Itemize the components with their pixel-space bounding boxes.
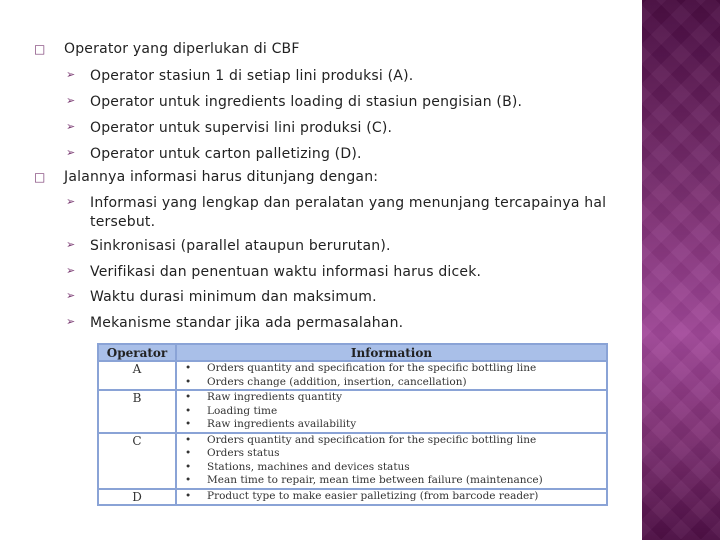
arrow-bullet-icon: ➢ [66,315,76,328]
information-cell [176,433,607,489]
column-header-information: Information [176,344,607,361]
arrow-bullet-icon: ➢ [66,94,76,107]
operator-cell: C [98,433,176,489]
square-bullet-icon: □ [34,42,46,56]
table-header-row [98,344,607,361]
table-row [98,390,607,433]
square-bullet-icon: □ [34,170,46,184]
info-item: • Orders status [185,447,606,461]
info-item: • Raw ingredients availability [185,418,606,432]
table-row [98,361,607,390]
arrow-bullet-icon: ➢ [66,146,76,159]
arrow-bullet-icon: ➢ [66,289,76,302]
arrow-bullet-icon: ➢ [66,195,76,208]
arrow-bullet-icon: ➢ [66,238,76,251]
operator-cell: B [98,390,176,433]
information-cell [176,361,607,390]
info-item: • Orders change (addition, insertion, cancellation) [185,376,606,390]
info-item: • Loading time [185,405,606,419]
arrow-bullet-icon: ➢ [66,120,76,133]
table-row [98,433,607,489]
information-cell [176,390,607,433]
info-item: • Raw ingredients quantity [185,391,606,405]
info-item: • Mean time to repair, mean time between failure (maintenance) [185,474,606,488]
info-item: • Orders quantity and specification for the specific bottling line [185,434,606,448]
arrow-bullet-icon: ➢ [66,264,76,277]
info-item: • Orders quantity and specification for the specific bottling line [185,362,606,376]
decorative-side-panel [642,0,720,540]
column-header-operator: Operator [98,344,176,361]
information-cell [176,489,607,505]
operator-cell: D [98,489,176,505]
info-item: • Product type to make easier palletizing (from barcode reader) [185,490,606,504]
arrow-bullet-icon: ➢ [66,68,76,81]
table-row [98,489,607,505]
info-item: • Stations, machines and devices status [185,461,606,475]
operator-information-table [97,343,608,506]
operator-cell: A [98,361,176,390]
